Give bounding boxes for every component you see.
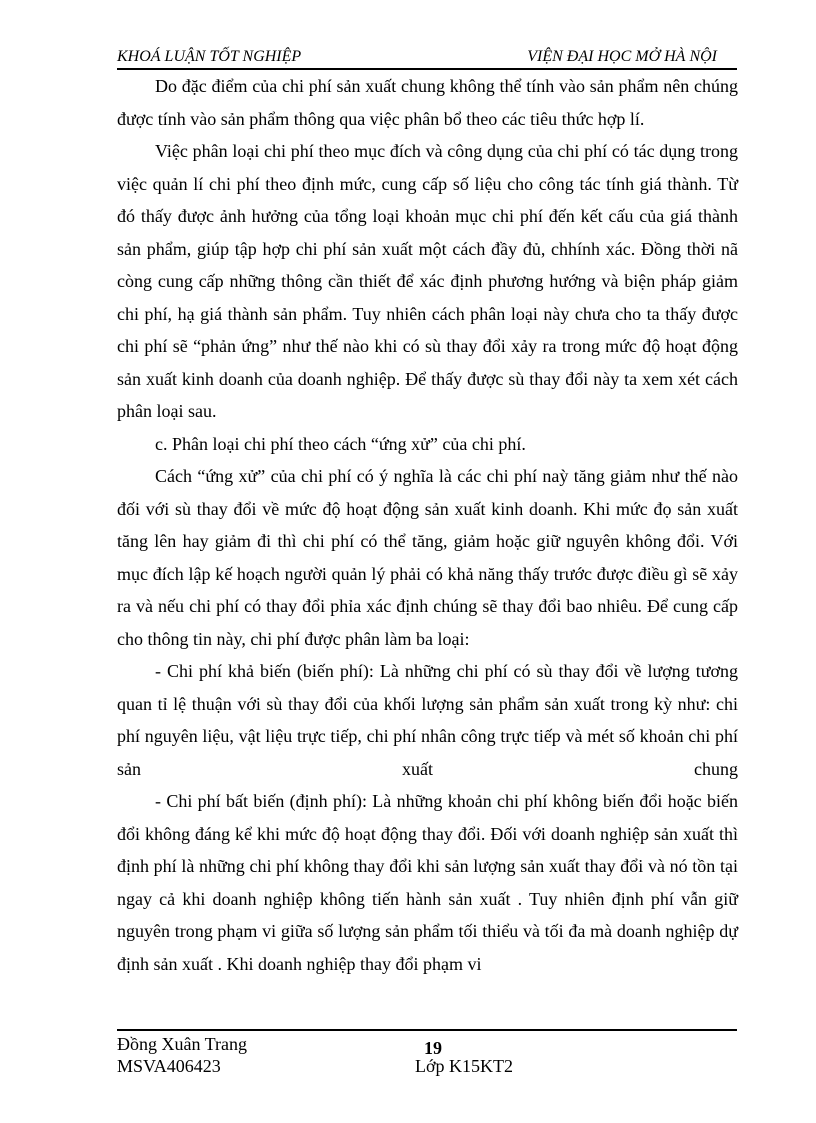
- body-text: [117, 70, 738, 980]
- page-number: 19: [424, 1038, 442, 1058]
- footer-author: Đồng Xuân Trang: [117, 1034, 248, 1054]
- footer-class: Lớp K15KT2: [415, 1056, 514, 1076]
- paragraph-variable-cost: - Chi phí khả biến (biến phí): Là những chi phí có sù thay đổi về lượng tương quan tỉ lệ thuận với sù thay đổi của khối lượng sản phẩm sản xuất trong kỳ như: chi phí nguyên liệu, vật liệu trực tiếp, chi phí nhân công trực tiếp và mét số khoản chi phí sản xuất chung: [117, 661, 738, 779]
- header-right-institution: VIỆN ĐẠI HỌC MỞ HÀ NỘI: [527, 48, 717, 65]
- footer-rule: [117, 1029, 737, 1031]
- paragraph-fixed-cost: - Chi phí bất biến (định phí): Là những khoản chi phí không biến đổi hoặc biến đổi không đáng kể khi mức độ hoạt động thay đổi. Đối với doanh nghiệp sản xuất thì định phí là những chi phí không thay đổi khi sản lượng sản xuất thay đổi và nó tồn tại ngay cả khi doanh nghiệp không tiến hành sản xuất . Tuy nhiên định phí vẫn giữ nguyên trong phạm vi giữa số lượng sản phẩm tối thiểu và tối đa mà doanh nghiệp dự định sản xuất . Khi doanh nghiệp thay đổi phạm vi: [117, 791, 738, 974]
- header-left-title: KHOÁ LUẬN TỐT NGHIỆP: [117, 48, 302, 65]
- paragraph-3: Cách “ứng xử” của chi phí có ý nghĩa là các chi phí naỳ tăng giảm như thế nào đối với sù thay đổi về mức độ hoạt động sản xuất kinh doanh. Khi mức đọ sản xuất tăng lên hay giảm đi thì chi phí có thể tăng, giảm hoặc giữ nguyên không đổi. Với mục đích lập kế hoạch người quản lý phải có khả năng thấy trước được điều gì sẽ xảy ra và nếu chi phí có thay đổi phỉa xác định chúng sẽ thay đổi bao nhiêu. Để cung cấp cho thông tin này, chi phí được phân làm ba loại:: [117, 466, 738, 649]
- running-header: [117, 46, 737, 68]
- footer-student-id: MSVA406423: [117, 1056, 221, 1076]
- paragraph-1: Do đặc điểm của chi phí sản xuất chung không thể tính vào sản phẩm nên chúng được tính vào sản phẩm thông qua việc phân bổ theo các tiêu thức hợp lí.: [117, 76, 738, 129]
- paragraph-2: Việc phân loại chi phí theo mục đích và công dụng của chi phí có tác dụng trong việc quản lí chi phí theo định mức, cung cấp số liệu cho công tác tính giá thành. Từ đó thấy được ảnh hưởng của tổng loại khoản mục chi phí đến kết cấu của giá thành sản phẩm, giúp tập hợp chi phí sản xuất một cách đầy đủ, chhính xác. Đồng thời nã còng cung cấp những thông cần thiết để xác định phương hướng và biện pháp giảm chi phí, hạ giá thành sản phẩm. Tuy nhiên cách phân loại này chưa cho ta thấy được chi phí sẽ “phản ứng” như thế nào khi có sù thay đổi xảy ra trong mức độ hoạt động sản xuất kinh doanh của doanh nghiệp. Để thấy được sù thay đổi này ta xem xét cách phân loại sau.: [117, 141, 738, 421]
- section-heading-c: c. Phân loại chi phí theo cách “ứng xử” của chi phí.: [155, 433, 526, 454]
